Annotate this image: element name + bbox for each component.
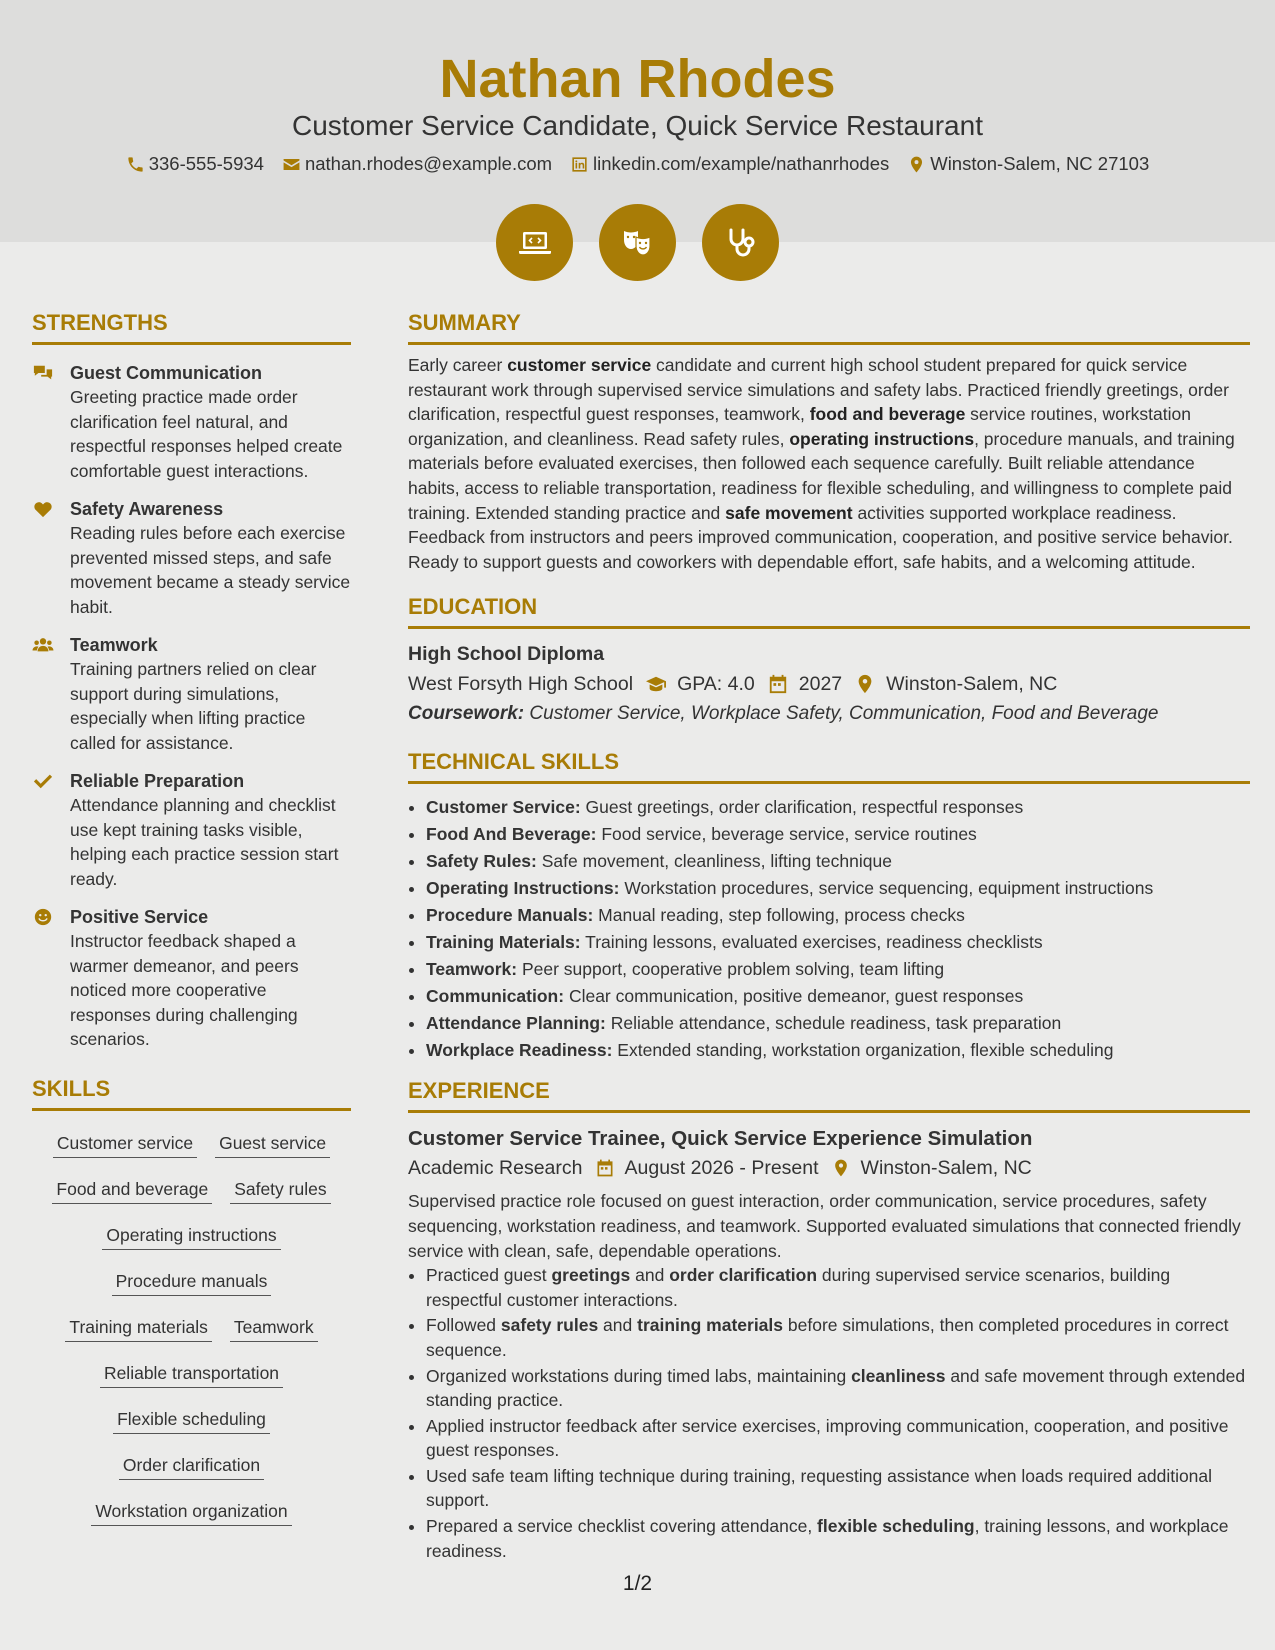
left-column (32, 310, 351, 1535)
education-coursework (408, 701, 1250, 727)
strength-title: Teamwork (70, 635, 158, 655)
strength-desc: Training partners relied on clear support during simulations, especially when lifting practice called for assistance. (70, 659, 317, 753)
skill-tag: Procedure manuals (112, 1265, 272, 1296)
interest-circle-tech (496, 204, 573, 281)
skill-tag: Training materials (65, 1311, 211, 1342)
skill-tag: Flexible scheduling (113, 1403, 270, 1434)
page-indicator: 1/2 (622, 1572, 653, 1595)
education-school: West Forsyth High School (408, 673, 634, 696)
map-pin-icon (831, 1158, 851, 1178)
phone-icon (126, 155, 145, 174)
strength-item (32, 769, 351, 891)
list-item: • Workplace Readiness: Extended standing, workstation organization, flexible scheduling (426, 1037, 1250, 1064)
calendar-icon (595, 1158, 615, 1178)
comments-icon (32, 363, 54, 383)
contact-linkedin[interactable] (570, 152, 889, 176)
list-item: • Operating Instructions: Workstation procedures, service sequencing, equipment instructions (426, 875, 1250, 902)
calendar-icon (767, 674, 789, 694)
skill-tag: Reliable transportation (100, 1357, 283, 1388)
graduation-cap-icon (645, 674, 667, 694)
experience-description: Supervised practice role focused on guest interaction, order communication, service procedures, safety sequencing, workstation readiness, and teamwork. Supported evaluated simulations that connected friendly service with clean, safe, dependable operations. (408, 1191, 1241, 1261)
skill-tag: Workstation organization (91, 1495, 291, 1526)
summary-text: Early career customer service candidate and current high school student prepared for quick service restaurant work through supervised service simulations and safety labs. Practiced friendly greetings, order clarification, respectful guest responses, teamwork, food and beverage service routines, workstation organization, and cleanliness. Read safety rules, operating instructions, procedure manuals, and training materials before evaluated exercises, then followed each sequence carefully. Built reliable attendance habits, access to reliable transportation, readiness for flexible scheduling, and willingness to complete paid training. Extended standing practice and safe movement activities supported workplace readiness. Feedback from instructors and peers improved communication, cooperation, and positive service behavior. Ready to support guests and coworkers with dependable effort, safe habits, and a welcoming attitude. (408, 355, 1235, 572)
users-icon (32, 635, 54, 655)
linkedin-icon (570, 155, 589, 174)
experience-org: Academic Research (408, 1157, 583, 1180)
contact-phone[interactable] (126, 152, 264, 176)
strength-item (32, 361, 351, 483)
phone-text: 336-555-5934 (148, 153, 264, 174)
heart-icon (32, 499, 54, 519)
strength-desc: Instructor feedback shaped a warmer demeanor, and peers noticed more cooperative responses during challenging scenarios. (70, 931, 299, 1049)
list-item: • Followed safety rules and training materials before simulations, then completed procedures in correct sequence. (426, 1313, 1250, 1362)
list-item: • Food And Beverage: Food service, beverage service, service routines (426, 821, 1250, 848)
experience-role: Customer Service Trainee, Quick Service Experience Simulation (408, 1127, 1033, 1151)
contact-location (907, 152, 1149, 176)
experience-location: Winston-Salem, NC (860, 1157, 1032, 1180)
experience-details (408, 1155, 1250, 1181)
education-degree: High School Diploma (408, 643, 605, 666)
skill-tag: Customer service (53, 1127, 197, 1158)
skills-heading: SKILLS (32, 1076, 351, 1111)
strength-item (32, 905, 351, 1052)
map-pin-icon (854, 674, 876, 694)
technical-skills-heading: TECHNICAL SKILLS (408, 749, 1250, 784)
strength-title: Safety Awareness (70, 499, 224, 519)
contact-email[interactable] (282, 152, 552, 176)
candidate-name: Nathan Rhodes (439, 49, 836, 109)
interest-icons (0, 204, 1275, 281)
smile-icon (32, 907, 54, 927)
list-item: • Communication: Clear communication, positive demeanor, guest responses (426, 983, 1250, 1010)
education-year: 2027 (798, 673, 843, 696)
list-item: • Customer Service: Guest greetings, order clarification, respectful responses (426, 794, 1250, 821)
list-item: • Safety Rules: Safe movement, cleanliness, lifting technique (426, 848, 1250, 875)
right-column (408, 310, 1250, 1564)
strength-desc: Greeting practice made order clarification feel natural, and respectful responses helped create comfortable guest interactions. (70, 387, 343, 481)
contact-bar (0, 152, 1275, 176)
skill-tag: Food and beverage (52, 1173, 212, 1204)
skill-tag: Order clarification (119, 1449, 264, 1480)
coursework-label: Coursework: (408, 703, 525, 725)
interest-circle-medical (702, 204, 779, 281)
coursework-list: Customer Service, Workplace Safety, Communication, Food and Beverage (529, 703, 1159, 725)
experience-heading: EXPERIENCE (408, 1078, 1250, 1113)
map-pin-icon (907, 155, 926, 174)
strength-desc: Reading rules before each exercise prevented missed steps, and safe movement became a steady service habit. (70, 523, 351, 617)
linkedin-text: linkedin.com/example/nathanrhodes (593, 153, 890, 174)
interest-circle-theater (599, 204, 676, 281)
list-item: • Training Materials: Training lessons, evaluated exercises, readiness checklists (426, 929, 1250, 956)
strength-desc: Attendance planning and checklist use kept training tasks visible, helping each practice session start ready. (70, 795, 339, 889)
strength-title: Reliable Preparation (70, 771, 245, 791)
list-item: • Prepared a service checklist covering attendance, flexible scheduling, training lessons, and workplace readiness. (426, 1514, 1250, 1563)
education-location: Winston-Salem, NC (886, 673, 1058, 696)
envelope-icon (282, 155, 301, 174)
list-item: • Teamwork: Peer support, cooperative problem solving, team lifting (426, 956, 1250, 983)
theater-masks-icon (618, 223, 658, 263)
experience-dates: August 2026 - Present (624, 1157, 819, 1180)
location-text: Winston-Salem, NC 27103 (930, 153, 1150, 174)
education-gpa: GPA: 4.0 (677, 673, 755, 696)
candidate-title: Customer Service Candidate, Quick Service Restaurant (292, 110, 983, 141)
technical-skills-list (408, 794, 1250, 1064)
skills-list (32, 1121, 351, 1535)
skill-tag: Guest service (215, 1127, 330, 1158)
laptop-code-icon (515, 223, 555, 263)
strength-item (32, 497, 351, 619)
list-item: • Organized workstations during timed labs, maintaining cleanliness and safe movement through extended standing practice. (426, 1364, 1250, 1413)
education-details (408, 671, 1250, 697)
strengths-heading: STRENGTHS (32, 310, 351, 345)
list-item: • Attendance Planning: Reliable attendance, schedule readiness, task preparation (426, 1010, 1250, 1037)
list-item: • Procedure Manuals: Manual reading, step following, process checks (426, 902, 1250, 929)
summary-heading: SUMMARY (408, 310, 1250, 345)
skill-tag: Operating instructions (102, 1219, 280, 1250)
skill-tag: Teamwork (230, 1311, 318, 1342)
experience-bullets (408, 1263, 1250, 1563)
email-text: nathan.rhodes@example.com (304, 153, 553, 174)
check-icon (32, 771, 54, 791)
strength-title: Positive Service (70, 907, 209, 927)
strength-item (32, 633, 351, 755)
list-item: • Applied instructor feedback after service exercises, improving communication, cooperation, and positive guest responses. (426, 1414, 1250, 1463)
education-heading: EDUCATION (408, 594, 1250, 629)
strength-title: Guest Communication (70, 363, 263, 383)
stethoscope-icon (721, 223, 761, 263)
skill-tag: Safety rules (230, 1173, 330, 1204)
list-item: • Used safe team lifting technique during training, requesting assistance when loads required additional support. (426, 1464, 1250, 1513)
list-item: • Practiced guest greetings and order clarification during supervised service scenarios, building respectful customer interactions. (426, 1263, 1250, 1312)
